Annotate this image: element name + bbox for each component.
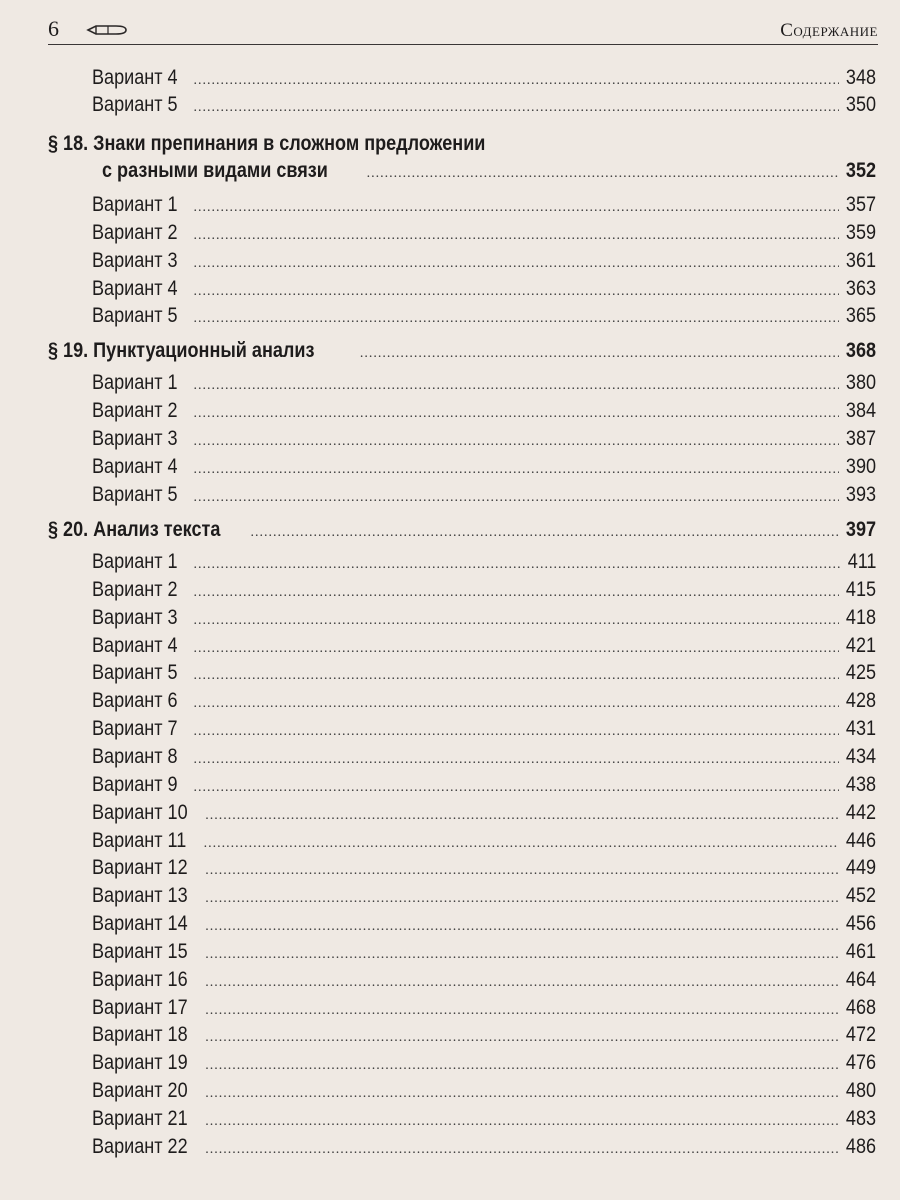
entry-page: 363 (845, 277, 876, 300)
entry-label: Вариант 4 (92, 455, 178, 478)
entry-label: Вариант 2 (92, 577, 178, 601)
entry-label: Вариант 3 (92, 249, 178, 272)
toc-entry[interactable] (92, 968, 876, 994)
section-page: 368 (845, 339, 876, 362)
toc-entry[interactable] (92, 606, 876, 632)
entry-label: Вариант 21 (92, 1107, 188, 1130)
leader-dots (205, 1003, 839, 1019)
entry-label: Вариант 4 (92, 633, 178, 657)
entry-page: 476 (845, 1051, 876, 1075)
toc-entry[interactable] (92, 717, 876, 743)
toc-entry[interactable] (92, 455, 876, 481)
leader-dots (194, 284, 839, 300)
entry-label: Вариант 16 (92, 967, 188, 991)
toc-entry[interactable] (92, 661, 876, 687)
toc-entry[interactable] (92, 689, 876, 715)
leader-dots (367, 166, 839, 182)
leader-dots (205, 1086, 839, 1102)
entry-label: Вариант 6 (92, 689, 178, 713)
leader-dots (194, 462, 839, 478)
toc-entry[interactable] (92, 249, 876, 275)
entry-label: Вариант 5 (92, 483, 178, 506)
toc-entry[interactable] (92, 193, 876, 219)
entry-label: Вариант 3 (92, 605, 178, 629)
leader-dots (205, 975, 839, 991)
entry-page: 380 (845, 371, 876, 394)
leader-dots (204, 836, 839, 852)
entry-label: Вариант 2 (92, 399, 178, 422)
entry-page: 468 (845, 995, 876, 1019)
toc-entry[interactable] (92, 1107, 876, 1133)
toc-entry[interactable] (92, 745, 876, 771)
toc-entry[interactable] (92, 1079, 876, 1105)
entry-page: 483 (845, 1107, 876, 1130)
entry-page: 446 (845, 828, 876, 852)
entry-page: 438 (845, 772, 876, 796)
entry-label: Вариант 1 (92, 550, 178, 573)
section-title: § 20. Анализ текста (48, 518, 221, 541)
entry-page: 456 (845, 912, 876, 936)
toc-entry[interactable] (92, 277, 876, 303)
entry-label: Вариант 8 (92, 744, 178, 768)
toc-entry[interactable] (92, 884, 876, 910)
entry-label: Вариант 19 (92, 1051, 188, 1075)
leader-dots (194, 256, 839, 272)
leader-dots (194, 378, 839, 394)
entry-page: 425 (845, 661, 876, 685)
leader-dots (194, 780, 839, 796)
toc-entry[interactable] (92, 93, 876, 119)
toc-entry[interactable] (92, 829, 876, 855)
leader-dots (205, 1030, 839, 1046)
leader-dots (205, 1142, 839, 1158)
entry-page: 384 (845, 399, 876, 422)
entry-page: 357 (845, 193, 876, 216)
entry-label: Вариант 5 (92, 304, 178, 327)
entry-page: 390 (845, 455, 876, 478)
entry-page: 411 (847, 550, 876, 573)
entry-page: 359 (845, 221, 876, 244)
entry-page: 387 (845, 427, 876, 450)
entry-page: 486 (845, 1134, 876, 1158)
entry-label: Вариант 11 (92, 828, 187, 852)
leader-dots (205, 863, 839, 879)
entry-page: 393 (845, 483, 876, 506)
leader-dots (194, 724, 839, 740)
entry-page: 431 (845, 717, 876, 741)
leader-dots (205, 1114, 839, 1130)
entry-page: 418 (845, 605, 876, 629)
toc-entry[interactable] (92, 940, 876, 966)
leader-dots (194, 557, 841, 573)
section-title-continued: с разными видами связи (102, 159, 328, 182)
leader-dots (205, 919, 839, 935)
entry-page: 434 (845, 744, 876, 768)
section-20-entry[interactable] (48, 518, 876, 544)
leader-dots (194, 200, 839, 216)
entry-label: Вариант 18 (92, 1023, 188, 1047)
page-number: 6 (48, 16, 59, 41)
section-page: 352 (845, 159, 876, 182)
section-title: § 19. Пунктуационный анализ (48, 339, 315, 362)
entry-page: 365 (845, 304, 876, 327)
entry-label: Вариант 1 (92, 371, 178, 394)
leader-dots (194, 311, 839, 327)
entry-label: Вариант 4 (92, 66, 178, 89)
leader-dots (194, 752, 839, 768)
entry-label: Вариант 5 (92, 661, 178, 685)
entry-label: Вариант 1 (92, 193, 178, 216)
leader-dots (194, 668, 839, 684)
section-page: 397 (845, 518, 876, 541)
toc-entry[interactable] (92, 221, 876, 247)
toc-entry[interactable] (92, 427, 876, 453)
entry-label: Вариант 20 (92, 1079, 188, 1103)
entry-label: Вариант 13 (92, 884, 188, 908)
page-header (48, 14, 878, 45)
toc-entry[interactable] (92, 304, 876, 330)
entry-label: Вариант 22 (92, 1134, 188, 1158)
leader-dots (194, 73, 839, 89)
entry-label: Вариант 17 (92, 995, 188, 1019)
entry-page: 461 (845, 939, 876, 963)
toc-entry[interactable] (92, 578, 876, 604)
toc-entry[interactable] (92, 1135, 876, 1161)
entry-label: Вариант 5 (92, 93, 178, 116)
entry-page: 361 (845, 249, 876, 272)
toc-entry[interactable] (92, 550, 876, 576)
entry-label: Вариант 12 (92, 856, 188, 880)
leader-dots (194, 434, 839, 450)
toc-entry[interactable] (92, 1023, 876, 1049)
toc-entry[interactable] (92, 66, 876, 92)
toc-entry[interactable] (92, 1051, 876, 1077)
entry-page: 415 (845, 577, 876, 601)
leader-dots (194, 490, 839, 506)
entry-page: 464 (845, 967, 876, 991)
section-19-entry[interactable] (48, 339, 876, 365)
entry-page: 480 (845, 1079, 876, 1103)
leader-dots (205, 808, 839, 824)
toc-entry[interactable] (92, 912, 876, 938)
pen-nib-ornament-icon (86, 23, 130, 37)
leader-dots (194, 641, 839, 657)
entry-label: Вариант 7 (92, 717, 178, 741)
entry-label: Вариант 3 (92, 427, 178, 450)
toc-entry[interactable] (92, 371, 876, 397)
toc-entry[interactable] (92, 634, 876, 660)
entry-page: 452 (845, 884, 876, 908)
section-18-title[interactable]: § 18. Знаки препинания в сложном предложении (48, 132, 486, 155)
toc-entry[interactable] (92, 996, 876, 1022)
toc-entry[interactable] (92, 399, 876, 425)
leader-dots (194, 613, 839, 629)
entry-label: Вариант 9 (92, 772, 178, 796)
leader-dots (205, 947, 839, 963)
section-18-entry[interactable] (102, 159, 876, 185)
leader-dots (194, 100, 839, 116)
entry-page: 350 (845, 93, 876, 116)
entry-label: Вариант 15 (92, 939, 188, 963)
entry-page: 421 (845, 633, 876, 657)
entry-label: Вариант 10 (92, 800, 188, 824)
leader-dots (194, 228, 839, 244)
entry-label: Вариант 2 (92, 221, 178, 244)
leader-dots (250, 525, 839, 541)
running-title: Содержание (780, 20, 878, 41)
leader-dots (205, 1058, 839, 1074)
leader-dots (360, 346, 839, 362)
toc-entry[interactable] (92, 483, 876, 509)
leader-dots (205, 891, 839, 907)
entry-label: Вариант 14 (92, 912, 188, 936)
leader-dots (194, 696, 839, 712)
entry-page: 449 (845, 856, 876, 880)
entry-page: 472 (845, 1023, 876, 1047)
entry-page: 442 (845, 800, 876, 824)
entry-page: 428 (845, 689, 876, 713)
toc-entry[interactable] (92, 773, 876, 799)
toc-entry[interactable] (92, 801, 876, 827)
leader-dots (194, 585, 839, 601)
entry-page: 348 (845, 66, 876, 89)
toc-entry[interactable] (92, 856, 876, 882)
leader-dots (194, 406, 839, 422)
entry-label: Вариант 4 (92, 277, 178, 300)
